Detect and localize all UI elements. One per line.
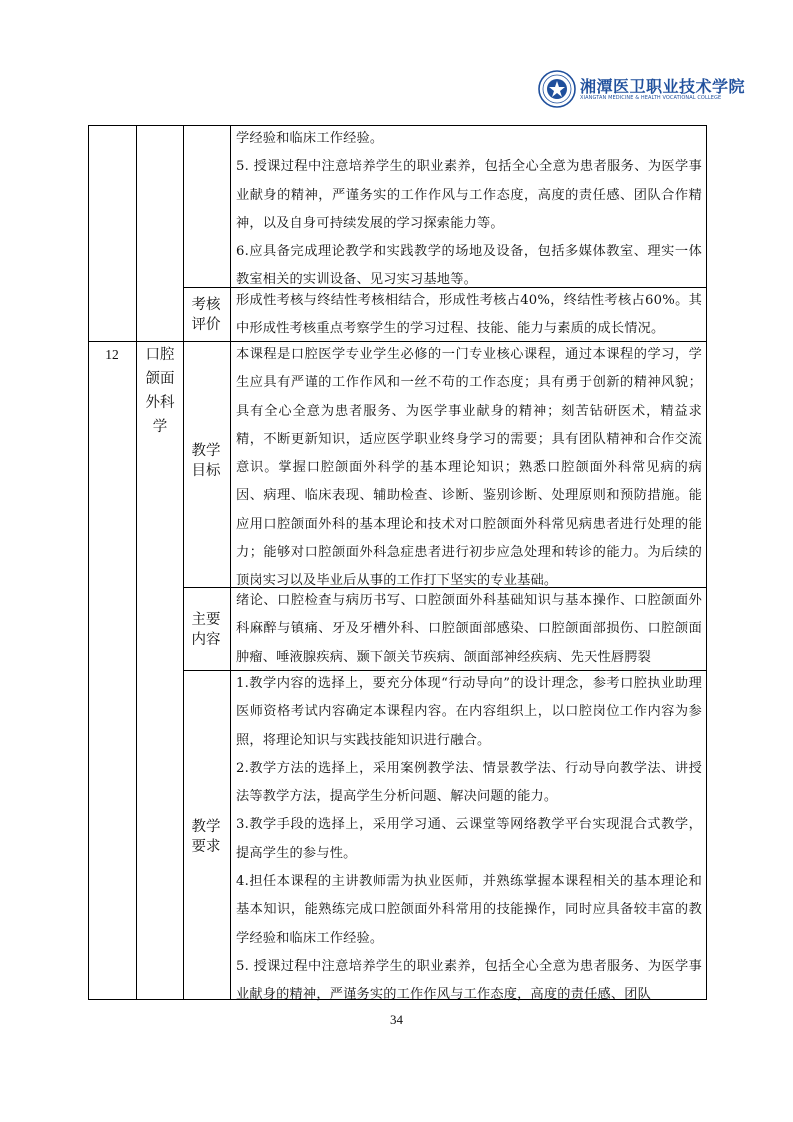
requirements-cell xyxy=(236,670,702,1010)
objectives-text: 本课程是口腔医学专业学生必修的一门专业核心课程，通过本课程的学习，学生应具有严谨的工作作风和一丝不苟的工作态度；具有勇于创新的精神风貌；具有全心全意为患者服务、为医学事业献身的精神；刻苦钻研医术，精益求精，不断更新知识，适应医学职业终身学习的需要；具有团队精神和合作交流意识。掌握口腔颌面外科学的基本理论知识；熟悉口腔颌面外科常见病的病因、病理、临床表现、辅助检查、诊断、鉴别诊断、处理原则和预防措施。能应用口腔颌面外科的基本理论和技术对口腔颌面外科常见病患者进行处理的能力；能够对口腔颌面外科急症患者进行初步应急处理和转诊的能力。为后续的顶岗实习以及毕业后从事的工作打下坚实的专业基础。 xyxy=(236,347,702,589)
course-name: 口腔颌面外科学 xyxy=(145,347,175,435)
requirement-item: 5. 授课过程中注意培养学生的职业素养，包括全心全意为患者服务、为医学事业献身的精神，严谨务实的工作作风与工作态度，高度的责任感、团队 xyxy=(236,958,702,1003)
assessment-text: 形成性考核与终结性考核相结合，形成性考核占40%，终结性考核占60%。其中形成性考核重点考察学生的学习过程、技能、能力与素质的成长情况。 xyxy=(236,293,702,337)
divider-label-col xyxy=(230,125,231,1000)
requirement-item: 6.应具备完成理论教学和实践教学的场地及设备，包括多媒体教室、理实一体教室相关的实训设备、见习实习基地等。 xyxy=(236,244,702,288)
assessment-label: 考核评价 xyxy=(191,297,221,333)
objectives-label: 教学目标 xyxy=(191,443,221,479)
table-border-right xyxy=(706,125,707,1000)
requirements-tail-cell xyxy=(236,125,702,295)
divider-name-col xyxy=(183,125,184,1000)
requirements-label: 教学要求 xyxy=(191,819,221,855)
college-name-cn: 湘潭医卫职业技术学院 xyxy=(580,77,746,96)
requirement-item: 3.教学手段的选择上，采用学习通、云课堂等网络教学平台实现混合式教学，提高学生的参与性。 xyxy=(236,817,702,861)
divider-number-col xyxy=(136,125,137,1000)
page-number: 34 xyxy=(390,1012,403,1027)
requirement-item: 4.担任本课程的主讲教师需为执业医师，并熟练掌握本课程相关的基本理论和基本知识，能熟练完成口腔颌面外科常用的技能操作，同时应具备较丰富的教学经验和临床工作经验。 xyxy=(236,874,702,946)
content-text: 绪论、口腔检查与病历书写、口腔颌面外科基础知识与基本操作、口腔颌面外科麻醉与镇痛、牙及牙槽外科、口腔颌面部感染、口腔颌面部损伤、口腔颌面肿瘤、唾液腺疾病、颞下颌关节疾病、颌面部神经疾病、先天性唇腭裂 xyxy=(236,593,702,665)
course-number: 12 xyxy=(105,347,119,362)
requirement-item: 2.教学方法的选择上，采用案例教学法、情景教学法、行动导向教学法、讲授法等教学方法，提高学生分析问题、解决问题的能力。 xyxy=(236,760,702,805)
requirement-item: 5. 授课过程中注意培养学生的职业素养，包括全心全意为患者服务、为医学事业献身的精神，严谨务实的工作作风与工作态度，高度的责任感、团队合作精神，以及自身可持续发展的学习探索能力等。 xyxy=(236,159,702,231)
requirement-item: 1.教学内容的选择上，要充分体现“行动导向”的设计理念，参考口腔执业助理医师资格考试内容确定本课程内容。在内容组织上，以口腔岗位工作内容为参照，将理论知识与实践技能知识进行融合。 xyxy=(236,676,702,748)
requirement-item: 学经验和临床工作经验。 xyxy=(236,131,384,146)
content-label: 主要内容 xyxy=(191,612,221,648)
table-border-left xyxy=(88,125,89,1000)
college-name-en: XIANGTAN MEDICINE & HEALTH VOCATIONAL COLLEGE xyxy=(580,95,722,101)
